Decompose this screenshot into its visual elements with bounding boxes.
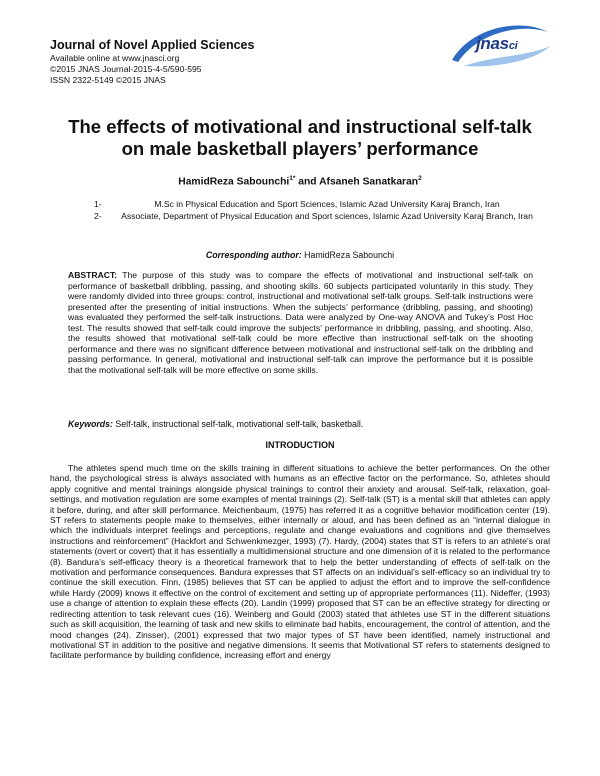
affiliation-1 (94, 199, 544, 210)
author-2: Afsaneh Sanatkaran (319, 176, 419, 188)
authors-and: and (295, 176, 320, 188)
keywords (68, 419, 533, 430)
logo-text (476, 34, 517, 54)
logo-main: jnas (476, 34, 509, 53)
affiliation-text: Associate, Department of Physical Education and Sport sciences, Islamic Azad University Karaj Branch, Iran (121, 211, 533, 221)
journal-availability: Available online at www.jnasci.org (50, 53, 180, 63)
jnas-logo (444, 20, 554, 72)
corresponding-colon: : (298, 250, 305, 260)
keywords-label: Keywords (68, 419, 111, 429)
journal-issn: ISSN 2322-5149 ©2015 JNAS (50, 75, 166, 85)
corresponding-author (60, 250, 540, 260)
logo-sub: ci (508, 40, 518, 52)
abstract-label: ABSTRACT: (68, 270, 118, 280)
authors (60, 175, 540, 187)
corresponding-label: Corresponding author (205, 250, 299, 260)
affiliation-2 (94, 211, 544, 222)
author-2-mark: 2 (418, 175, 422, 182)
affiliation-text: M.Sc in Physical Education and Sport Sciences, Islamic Azad University Karaj Branch, Iran (154, 199, 500, 209)
author-1-mark: 1* (289, 175, 296, 182)
paper-title: The effects of motivational and instructional self-talk on male basketball players’ performance (68, 116, 532, 159)
affiliation-number: 2- (94, 211, 102, 221)
keywords-colon: : (110, 419, 116, 429)
journal-name: Journal of Novel Applied Sciences (50, 38, 255, 52)
affiliation-number: 1- (94, 199, 102, 209)
abstract-text: The purpose of this study was to compare the effects of motivational and instructional self-talk on performance of basketball dribbling, passing, and shooting skills. 60 subjects participated voluntarily in this study. They were randomly divided into three groups: control, instructional and motivational self-talk groups. Self-talk instructions were presented after the presenting of initial instructions. When the subjects’ performance (dribbling, passing, and shooting) was evaluated they performed the self-talk instructions. Data were analyzed by One-way ANOVA and Tukey’s Post Hoc test. The results showed that self-talk could improve the subjects’ performance in dribbling, passing, and shooting. Also, the results showed that motivational self-talk could be more effective than instructional self-talk on the shooting performance and there was no significant difference between motivational and instructional self-talk on the dribbling and passing performance. In general, motivational and instructional self-talk can improve the performance but it is possible that the motivational self-talk will be more effective on some skills. (68, 270, 533, 375)
abstract (68, 270, 533, 375)
author-1: HamidReza Sabounchi (178, 176, 290, 188)
section-heading-introduction: INTRODUCTION (265, 440, 335, 450)
corresponding-name: HamidReza Sabounchi (304, 250, 395, 260)
journal-header (50, 38, 380, 86)
journal-citation: ©2015 JNAS Journal-2015-4-5/590-595 (50, 64, 202, 74)
introduction-paragraph: The athletes spend much time on the skills training in different situations to achieve the better performances. On the other hand, the psychological stress is always associated with humans as an effective factor on the performance. So, athletes should apply cognitive and mental trainings alongside physical trainings to control their anxiety and arousal. Self-talk, relaxation, goal-settings, and motivation regulation are some examples of mental trainings (2). Self-talk (ST) is a mental skill that athletes can apply it before, during, and after skill performance. Meichenbaum, (1975) has referred it as a cognitive behavior modification center (19). ST refers to statements people make to themselves, either internally or aloud, and has been defined as an “internal dialogue in which the individuals interpret feelings and perceptions, regulate and change evaluations and cognitions and give themselves instructions and reinforcement” (Hackfort and Schwenkmezger, 1993) (7). Hardy, (2004) states that ST is refers to an athlete’s oral statements (overt or covert) that it has essentially a multidimensional structure and one dimension of it is related to the performance (8). Bandura’s self-efficacy theory is a theoretical framework that to help the better understanding of effects of self-talk on the motivation and performance consequences. Bandura expresses that ST affects on an individual’s self-efficacy so an individual try to continue the skill execution. Finn, (1985) believes that ST can be applied to adjust the effort and to improve the self-confidence while Hardy (2009) knows it effective on the control of excitement and setting up of appropriate performances (11). Nideffer, (1993) use a change of attention to explain these effects (20). Landin (1999) proposed that ST can be an effective strategy for directing or redirecting attention to task relevant cues (16). Weinberg and Gould (2003) stated that athletes use ST in the different situations such as skill acquisition, the learning of task and new skills to eliminate bad habits, encouragement, the control of attention, and the mood changes (24). Zinsser), (2001) expressed that two major types of ST have been identified, namely instructional and motivational ST in addition to the positive and negative dimensions. It seems that Motivational ST refers to statements designed to facilitate performance by building confidence, increasing effort and energy (50, 463, 550, 661)
keywords-text: Self-talk, instructional self-talk, motivational self-talk, basketball. (115, 419, 364, 429)
